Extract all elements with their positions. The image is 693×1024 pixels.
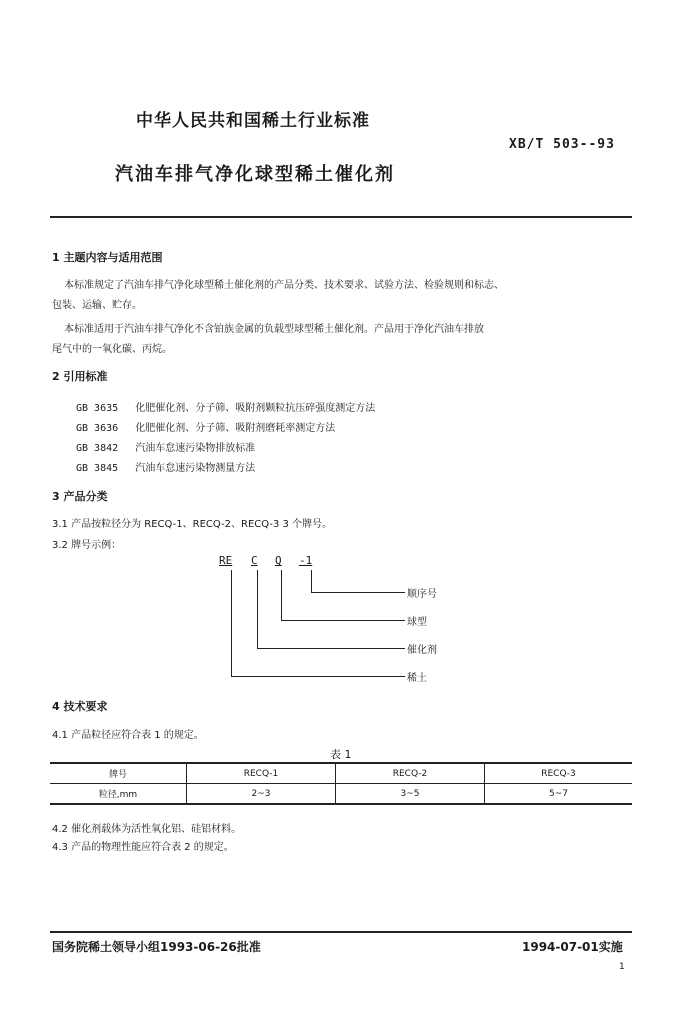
table-1 [50,762,632,805]
ref-code: GB 3845 [76,463,119,474]
leader-line [281,570,282,620]
section-4-3: 4.3 产品的物理性能应符合表 2 的规定。 [52,842,234,853]
standard-code: XB/T 503--93 [509,137,615,152]
section-1-para-2b: 尾气中的一氧化碳、丙烷。 [52,344,172,355]
table-row [50,784,632,805]
ref-text: 化肥催化剂、分子筛、吸附剂颗粒抗压碎强度测定方法 [135,403,376,414]
ref-text: 化肥催化剂、分子筛、吸附剂磨耗率测定方法 [135,423,336,434]
leader-line [257,648,405,649]
code-part-q: Q [275,554,282,567]
section-3-title: 3 产品分类 [52,490,108,503]
ref-item [76,456,255,475]
table-header-cell: RECQ-1 [187,763,336,784]
header-rule [50,216,632,218]
section-2-title: 2 引用标准 [52,370,108,383]
table-header-cell: 牌号 [50,763,187,784]
code-part-seq: -1 [299,554,313,567]
label-spherical: 球型 [407,617,427,628]
table-header-cell: RECQ-3 [485,763,633,784]
label-rare-earth: 稀土 [407,673,427,684]
code-part-re: RE [219,554,233,567]
section-1-para-2a: 本标准适用于汽油车排气净化不含铂族金属的负载型球型稀土催化剂。产品用于净化汽油车排放 [64,324,484,335]
grade-designation-diagram [205,554,485,684]
approval-note: 国务院稀土领导小组1993-06-26批准 [52,940,261,954]
leader-line [231,570,232,676]
ref-code: GB 3842 [76,443,119,454]
ref-code: GB 3635 [76,403,119,414]
ref-code: GB 3636 [76,423,119,434]
implementation-date: 1994-07-01实施 [522,940,623,954]
section-3-2: 3.2 牌号示例： [52,540,122,551]
section-4-2: 4.2 催化剂载体为活性氧化铝、硅铝材料。 [52,824,242,835]
section-4-title: 4 技术要求 [52,700,108,713]
table-cell: 粒径,mm [50,784,187,805]
ref-text: 汽油车怠速污染物测量方法 [135,463,256,474]
leader-line [231,676,405,677]
ref-item [76,416,335,435]
code-part-c: C [251,554,258,567]
section-1-para-1b: 包装、运输、贮存。 [52,300,142,311]
label-sequence: 顺序号 [407,589,437,600]
table-cell: 3~5 [336,784,485,805]
table-cell: 2~3 [187,784,336,805]
table-header-cell: RECQ-2 [336,763,485,784]
section-1-title: 1 主题内容与适用范围 [52,251,163,264]
leader-line [311,570,312,592]
label-catalyst: 催化剂 [407,645,437,656]
table-1-caption: 表 1 [330,748,352,761]
footer-rule [50,931,632,933]
ref-text: 汽油车怠速污染物排放标准 [135,443,256,454]
section-3-1: 3.1 产品按粒径分为 RECQ-1、RECQ-2、RECQ-3 3 个牌号。 [52,519,333,530]
leader-line [281,620,405,621]
section-1-para-1a: 本标准规定了汽油车排气净化球型稀土催化剂的产品分类、技术要求、试验方法、检验规则和标志、 [64,280,504,291]
leader-line [311,592,405,593]
leader-line [257,570,258,648]
ref-item [76,436,255,455]
org-title: 中华人民共和国稀土行业标准 [136,111,370,131]
ref-item [76,396,375,415]
document-title: 汽油车排气净化球型稀土催化剂 [115,164,395,185]
page-number: 1 [619,962,625,972]
section-4-1: 4.1 产品粒径应符合表 1 的规定。 [52,730,204,741]
table-cell: 5~7 [485,784,633,805]
table-header-row [50,763,632,784]
